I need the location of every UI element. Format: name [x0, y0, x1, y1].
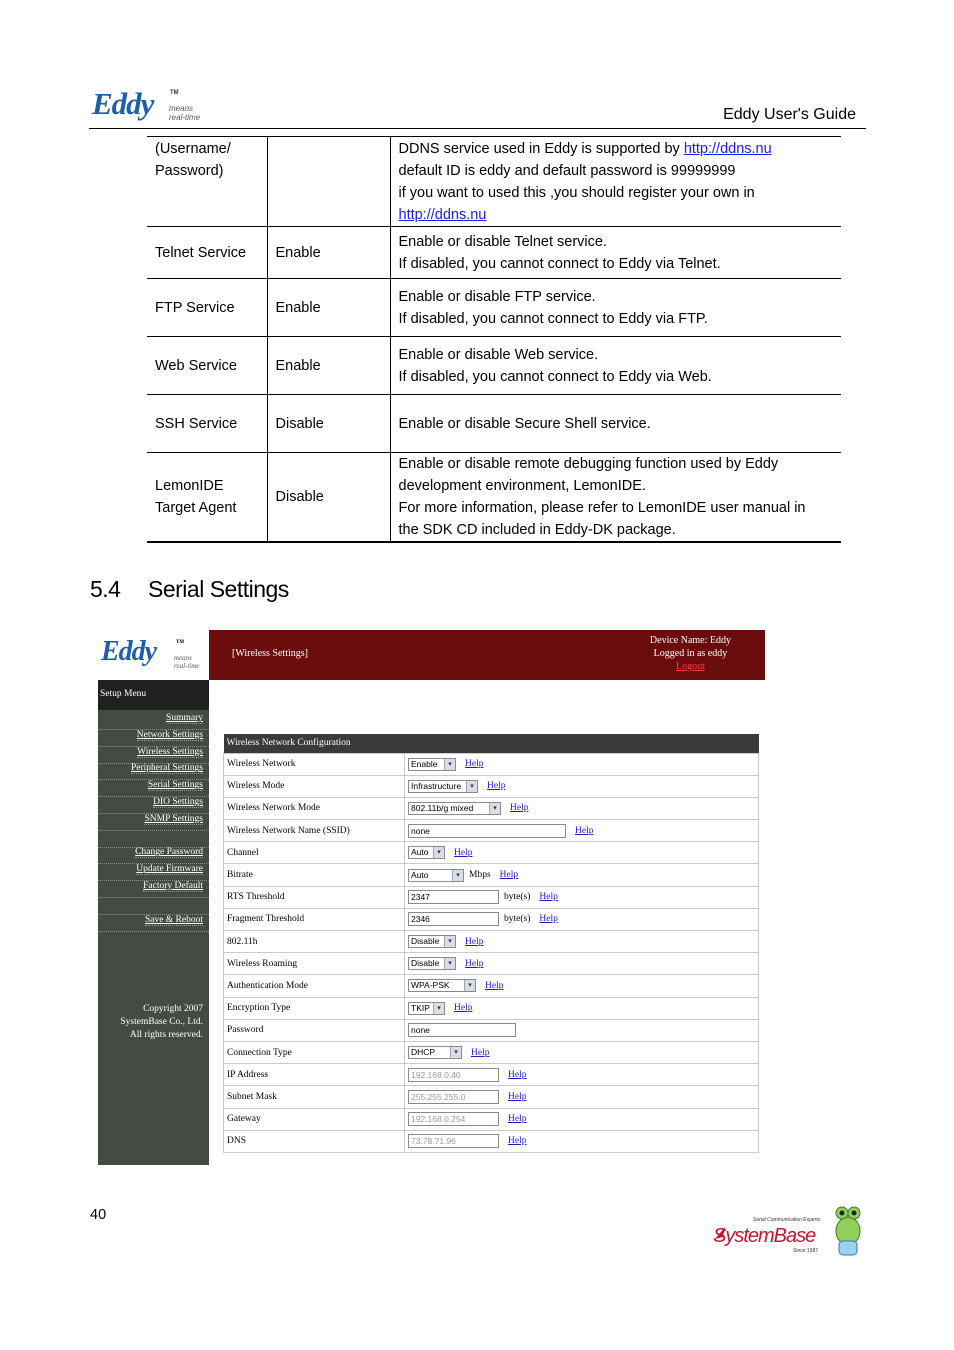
config-value-cell — [405, 931, 759, 953]
config-value-cell — [405, 953, 759, 975]
logo-tagline: means real-time — [169, 104, 201, 122]
wireless-config-table — [223, 734, 759, 1153]
config-label: RTS Threshold — [224, 886, 405, 908]
config-heading: Wireless Network Configuration — [224, 734, 759, 753]
config-row — [224, 1019, 759, 1041]
help-link[interactable]: Help — [508, 1069, 527, 1080]
help-link[interactable]: Help — [485, 980, 504, 991]
sidebar-item-peripheral-settings[interactable]: Peripheral Settings — [98, 763, 209, 780]
wireless-settings-screenshot — [98, 630, 765, 1165]
config-label: Connection Type — [224, 1041, 405, 1063]
config-row — [224, 931, 759, 953]
logout-link[interactable]: Logout — [676, 661, 705, 672]
config-select[interactable]: Auto ▾ — [408, 846, 445, 859]
login-status: Logged in as eddy — [653, 648, 728, 659]
value-cell: Enable — [267, 337, 390, 395]
device-info — [650, 634, 731, 673]
sidebar-item-summary[interactable]: Summary — [98, 713, 209, 730]
config-row — [224, 997, 759, 1019]
header-rule — [89, 128, 866, 129]
config-label: Encryption Type — [224, 997, 405, 1019]
help-link[interactable]: Help — [539, 892, 558, 903]
chevron-down-icon[interactable]: ▾ — [433, 847, 444, 858]
unit-label: byte(s) — [504, 914, 531, 925]
setup-menu-sidebar — [98, 680, 209, 1165]
config-input[interactable]: 255.255.255.0 — [408, 1090, 499, 1104]
config-label: Wireless Network — [224, 753, 405, 775]
config-value-cell — [405, 797, 759, 819]
help-link[interactable]: Help — [508, 1136, 527, 1147]
config-label: Gateway — [224, 1108, 405, 1130]
value-cell: Disable — [267, 453, 390, 543]
sidebar-spacer — [98, 898, 209, 915]
config-label: IP Address — [224, 1064, 405, 1086]
device-name: Device Name: Eddy — [649, 635, 731, 646]
config-input[interactable]: 73.78.71.96 — [408, 1134, 499, 1148]
config-select[interactable]: Disable ▾ — [408, 957, 456, 970]
unit-label: byte(s) — [504, 892, 531, 903]
value-cell: Disable — [267, 395, 390, 453]
parameter-cell: Telnet Service — [147, 227, 267, 279]
config-row — [224, 820, 759, 842]
config-input[interactable]: 192.168.0.254 — [408, 1112, 499, 1126]
description-cell: Enable or disable remote debugging function used by Eddy development environment, LemonIDE. For more information, please refer to LemonIDE user manual in the SDK CD included in Eddy-DK package. — [390, 453, 841, 543]
copyright: Copyright 2007 SystemBase Co., Ltd. All rights reserved. — [120, 1004, 203, 1040]
config-row — [224, 797, 759, 819]
table-row — [147, 279, 841, 337]
help-link[interactable]: Help — [575, 825, 594, 836]
config-select[interactable]: Infrastructure ▾ — [408, 780, 478, 793]
chevron-down-icon[interactable]: ▾ — [444, 958, 455, 969]
config-select[interactable]: Disable ▾ — [408, 935, 456, 948]
config-label: Wireless Mode — [224, 775, 405, 797]
logo-word: Eddy — [92, 86, 154, 121]
parameter-cell: LemonIDE Target Agent — [147, 453, 267, 543]
systembase-logo — [713, 1203, 865, 1261]
section-title: Serial Settings — [148, 576, 289, 602]
config-select[interactable]: Enable ▾ — [408, 758, 456, 771]
config-value-cell — [405, 1130, 759, 1152]
config-row — [224, 1108, 759, 1130]
help-link[interactable]: Help — [539, 914, 558, 925]
sidebar-spacer — [98, 831, 209, 848]
parameter-cell: SSH Service — [147, 395, 267, 453]
parameter-cell: FTP Service — [147, 279, 267, 337]
sidebar-item-snmp-settings[interactable]: SNMP Settings — [98, 814, 209, 831]
logo-tm: TM — [170, 90, 179, 96]
config-value-cell — [405, 864, 759, 886]
config-row — [224, 1064, 759, 1086]
config-value-cell — [405, 753, 759, 775]
config-label: Wireless Network Mode — [224, 797, 405, 819]
help-link[interactable]: Help — [465, 759, 484, 770]
chevron-down-icon[interactable]: ▾ — [452, 870, 463, 881]
config-label: Channel — [224, 842, 405, 864]
sidebar-item-save-reboot[interactable]: Save & Reboot — [98, 915, 209, 932]
sidebar-item-serial-settings[interactable]: Serial Settings — [98, 780, 209, 797]
sidebar-item-update-firmware[interactable]: Update Firmware — [98, 864, 209, 881]
config-row — [224, 1130, 759, 1152]
config-select[interactable]: TKIP ▾ — [408, 1002, 445, 1015]
config-label: Subnet Mask — [224, 1086, 405, 1108]
ddns-link[interactable]: http://ddns.nu — [398, 207, 487, 223]
parameter-cell: (Username/ Password) — [147, 137, 267, 227]
brand-since: Since 1987 — [793, 1248, 819, 1254]
chevron-down-icon[interactable]: ▾ — [464, 980, 475, 991]
config-value-cell — [405, 975, 759, 997]
config-value-cell — [405, 842, 759, 864]
config-label: Wireless Network Name (SSID) — [224, 820, 405, 842]
document-title: Eddy User's Guide — [723, 106, 856, 123]
config-label: Authentication Mode — [224, 975, 405, 997]
value-cell: Enable — [267, 279, 390, 337]
chevron-down-icon[interactable]: ▾ — [444, 936, 455, 947]
config-value-cell — [405, 997, 759, 1019]
top-bar — [209, 630, 765, 680]
table-row — [147, 337, 841, 395]
help-link[interactable]: Help — [510, 803, 529, 814]
config-row — [224, 886, 759, 908]
config-input[interactable]: 2346 — [408, 912, 499, 926]
help-link[interactable]: Help — [465, 958, 484, 969]
service-settings-table — [147, 136, 841, 543]
unit-label: Mbps — [469, 870, 491, 881]
screenshot-eddy-logo: Eddy TM means real-time — [101, 636, 200, 670]
chevron-down-icon[interactable]: ▾ — [444, 759, 455, 770]
sidebar-item-change-password[interactable]: Change Password — [98, 847, 209, 864]
config-row — [224, 864, 759, 886]
config-label: Fragment Threshold — [224, 908, 405, 930]
config-value-cell — [405, 1019, 759, 1041]
table-row — [147, 453, 841, 543]
config-value-cell — [405, 1041, 759, 1063]
description-cell: Enable or disable Web service. If disabled, you cannot connect to Eddy via Web. — [390, 337, 841, 395]
sidebar-item-dio-settings[interactable]: DIO Settings — [98, 797, 209, 814]
config-label: Wireless Roaming — [224, 953, 405, 975]
config-row — [224, 1041, 759, 1063]
config-select[interactable]: 802.11b/g mixed ▾ — [408, 802, 501, 815]
table-row — [147, 395, 841, 453]
setup-menu-heading: Setup Menu — [98, 680, 209, 710]
help-link[interactable]: Help — [454, 1003, 473, 1014]
config-row — [224, 908, 759, 930]
help-link[interactable]: Help — [465, 936, 484, 947]
chevron-down-icon[interactable]: ▾ — [489, 803, 500, 814]
config-select[interactable]: Auto ▾ — [408, 869, 464, 882]
config-row — [224, 753, 759, 775]
help-link[interactable]: Help — [508, 1091, 527, 1102]
config-value-cell — [405, 820, 759, 842]
brand-tagline: Serial Communication Experts — [753, 1217, 821, 1223]
help-link[interactable]: Help — [471, 1047, 490, 1058]
config-input[interactable]: none — [408, 824, 566, 838]
page-number: 40 — [90, 1207, 107, 1223]
ddns-link[interactable]: http://ddns.nu — [683, 141, 772, 157]
config-row — [224, 975, 759, 997]
sidebar-item-network-settings[interactable]: Network Settings — [98, 730, 209, 747]
chevron-down-icon[interactable]: ▾ — [466, 781, 477, 792]
help-link[interactable]: Help — [508, 1114, 527, 1125]
config-input[interactable]: none — [408, 1023, 516, 1037]
description-cell: Enable or disable Secure Shell service. — [390, 395, 841, 453]
config-label: 802.11h — [224, 931, 405, 953]
config-value-cell — [405, 1086, 759, 1108]
page-title: [Wireless Settings] — [232, 648, 308, 659]
config-input[interactable]: 2347 — [408, 890, 499, 904]
config-label: Password — [224, 1019, 405, 1041]
parameter-cell: Web Service — [147, 337, 267, 395]
config-row — [224, 775, 759, 797]
chevron-down-icon[interactable]: ▾ — [450, 1047, 461, 1058]
sidebar-item-wireless-settings[interactable]: Wireless Settings — [98, 747, 209, 764]
config-label: DNS — [224, 1130, 405, 1152]
config-select[interactable]: WPA-PSK ▾ — [408, 979, 476, 992]
config-value-cell — [405, 1108, 759, 1130]
sidebar-item-factory-default[interactable]: Factory Default — [98, 881, 209, 898]
help-link[interactable]: Help — [454, 847, 473, 858]
brand-name: SystemBase — [713, 1225, 816, 1247]
description-cell: Enable or disable FTP service. If disabled, you cannot connect to Eddy via FTP. — [390, 279, 841, 337]
eddy-logo — [92, 86, 212, 126]
config-row — [224, 1086, 759, 1108]
config-row — [224, 953, 759, 975]
table-row — [147, 227, 841, 279]
section-number: 5.4 — [90, 576, 121, 602]
config-value-cell — [405, 908, 759, 930]
help-link[interactable]: Help — [487, 781, 506, 792]
config-row — [224, 842, 759, 864]
description-cell: DDNS service used in Eddy is supported by http://ddns.nu default ID is eddy and default password is 99999999 if you want to used this ,you should register your own in http://ddns.nu — [390, 137, 841, 227]
config-value-cell — [405, 886, 759, 908]
chevron-down-icon[interactable]: ▾ — [433, 1003, 444, 1014]
config-value-cell — [405, 1064, 759, 1086]
section-heading — [90, 576, 289, 603]
config-select[interactable]: DHCP ▾ — [408, 1046, 462, 1059]
help-link[interactable]: Help — [499, 870, 519, 881]
value-cell — [267, 137, 390, 227]
config-value-cell — [405, 775, 759, 797]
table-row — [147, 137, 841, 227]
value-cell: Enable — [267, 227, 390, 279]
description-cell: Enable or disable Telnet service. If disabled, you cannot connect to Eddy via Telnet. — [390, 227, 841, 279]
config-label: Bitrate — [224, 864, 405, 886]
config-input[interactable]: 192.168.0.40 — [408, 1068, 499, 1082]
